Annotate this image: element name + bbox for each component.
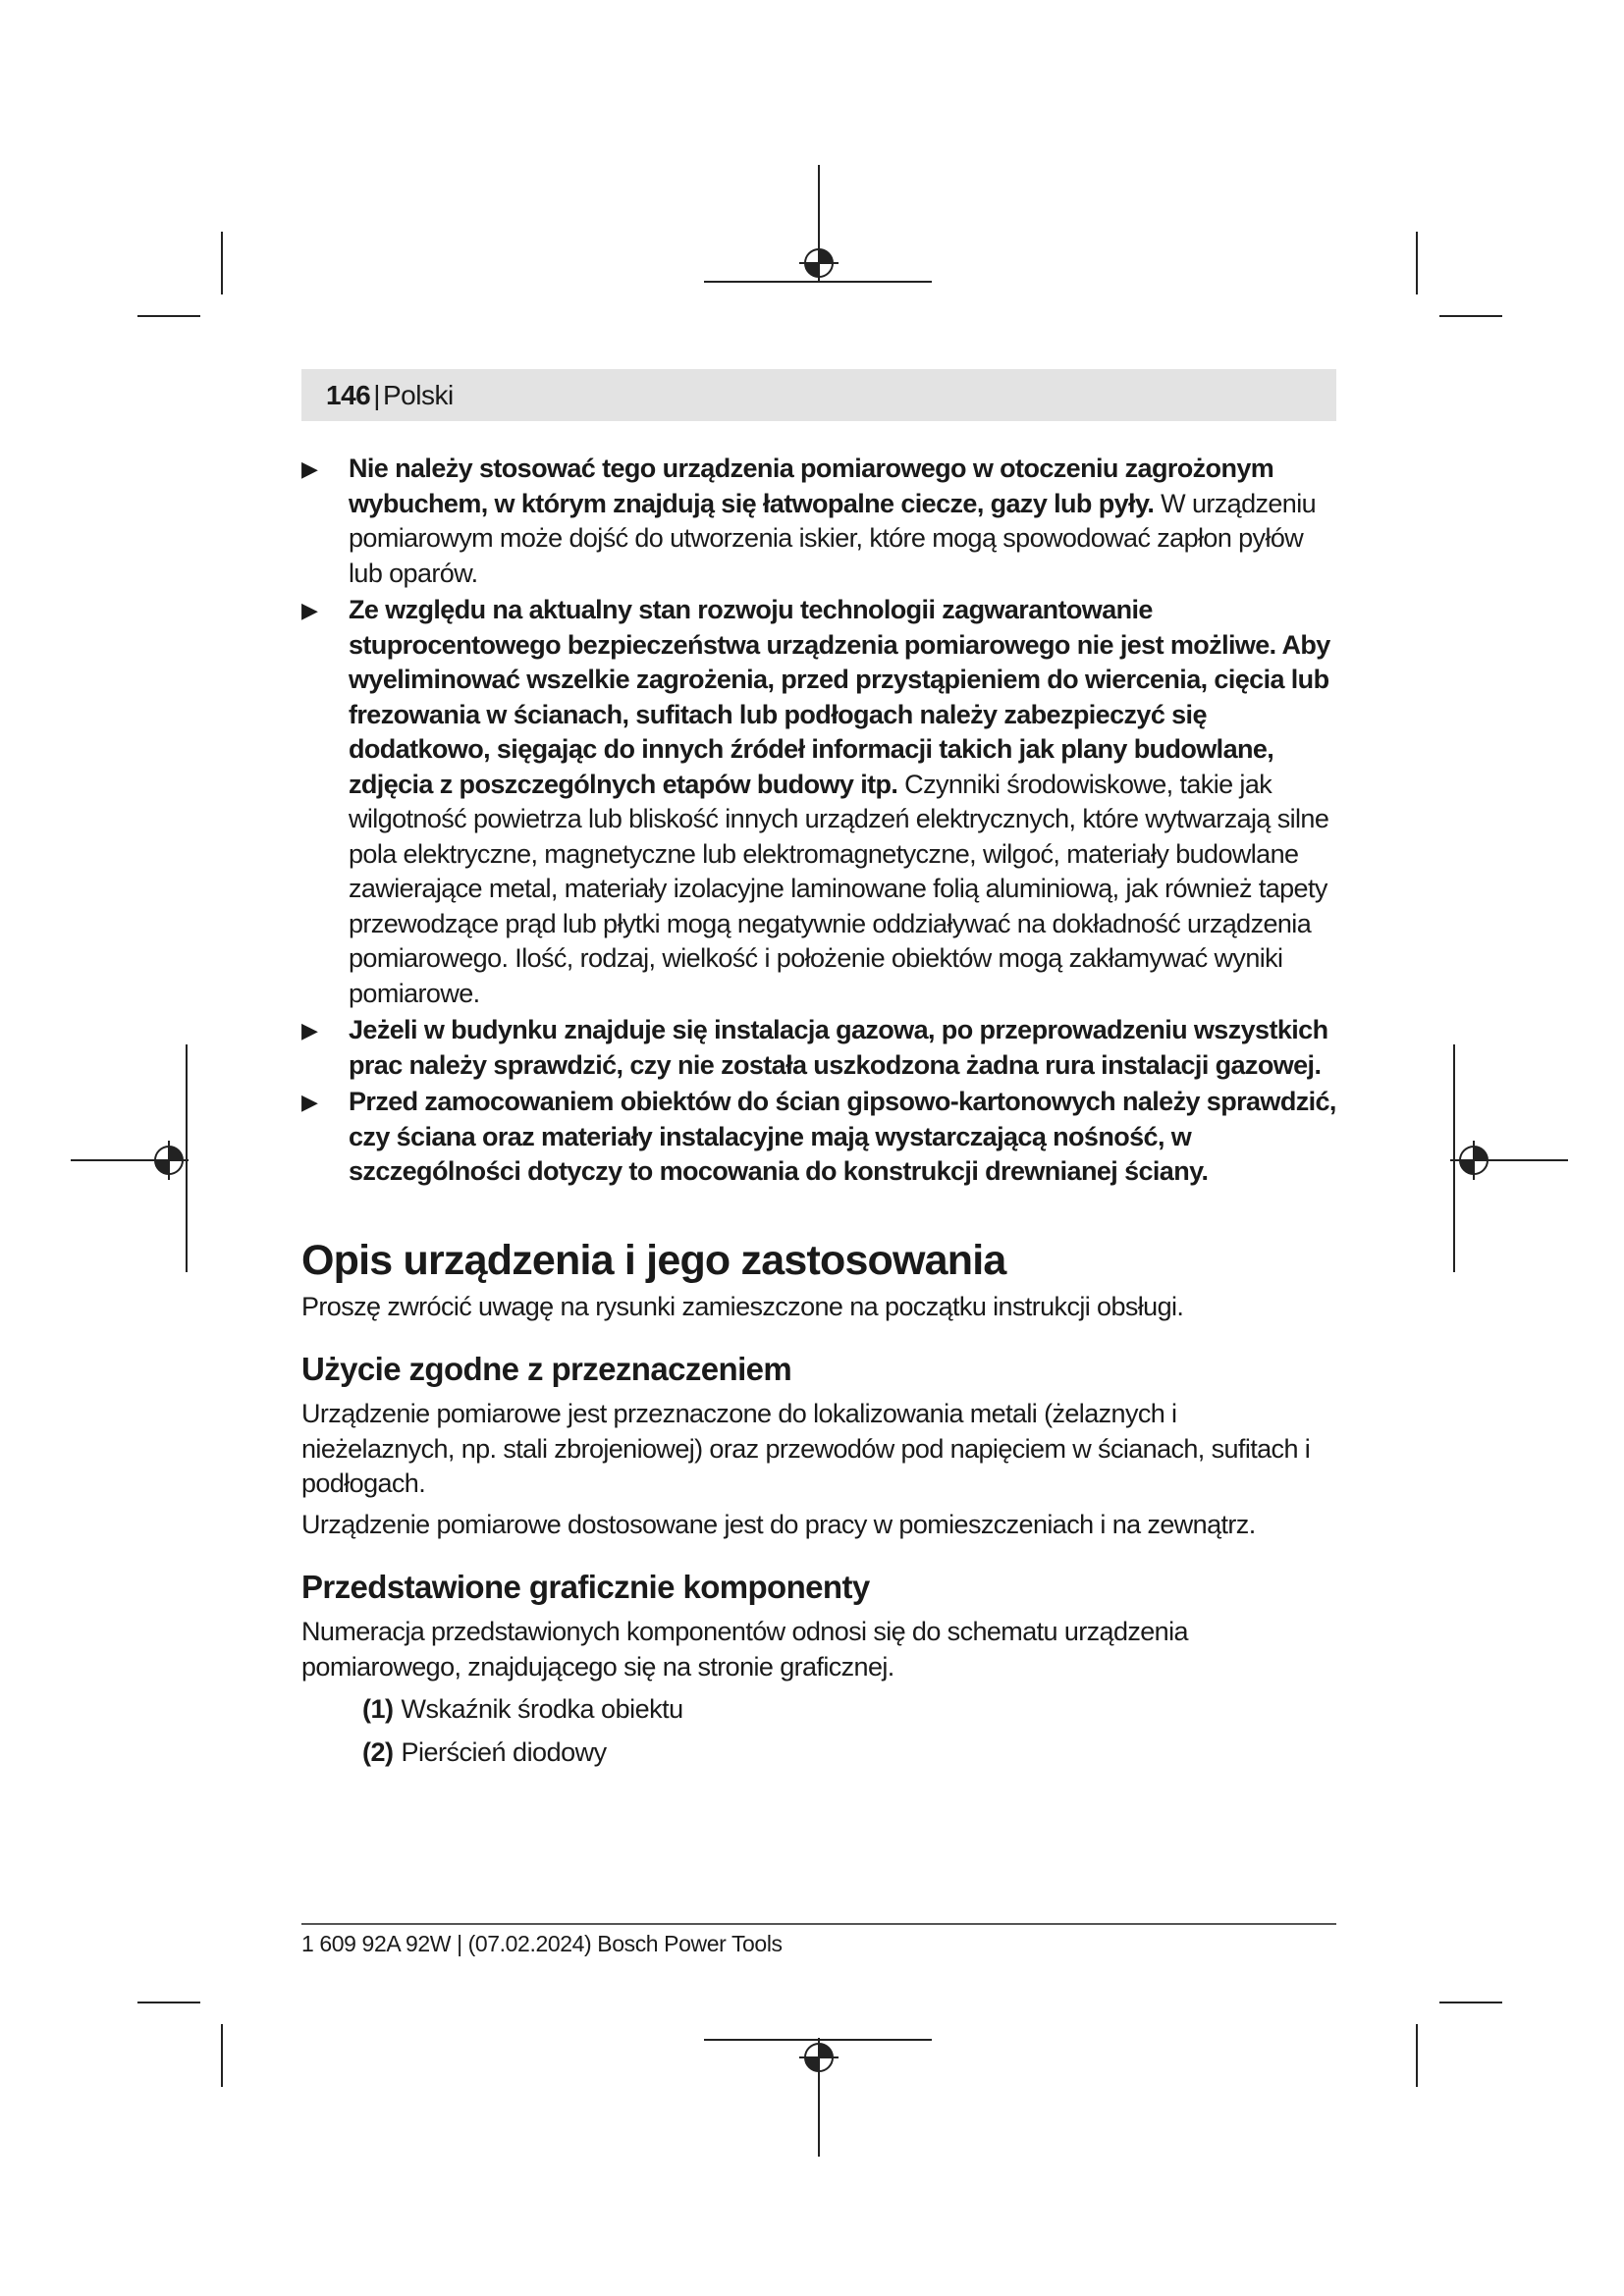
component-number: (1) bbox=[362, 1694, 394, 1724]
bullet-triangle-icon: ▶ bbox=[301, 456, 318, 481]
warning-normal-text: Czynniki środowiskowe, takie jak wilgotność powietrza lub bliskość innych urządzeń elektrycznych, które wytwarzają silne pola elektryczne, magnetyczne lub elektromagnetyczne, wilgoć, materiały budowlane zawierające metal, materiały izolacyjne laminowane folią aluminiową, jak również tapety przewodzące prąd lub płytki mogą negatywnie oddziaływać na dokładność urządzenia pomiarowego. Ilość, rodzaj, wielkość i położenie obiektów mogą zakłamywać wyniki pomiarowe. bbox=[349, 769, 1329, 1008]
section-title: Opis urządzenia i jego zastosowania bbox=[301, 1236, 1006, 1284]
warning-bold-text: Przed zamocowaniem obiektów do ścian gipsowo-kartonowych należy sprawdzić, czy ściana oraz materiały instalacyjne mają wystarczającą nośność, w szczególności dotyczy to mocowania do konstrukcji drewnianej ściany. bbox=[349, 1087, 1336, 1186]
bullet-triangle-icon: ▶ bbox=[301, 598, 318, 622]
safety-warning-2 bbox=[301, 593, 1336, 1011]
safety-warning-3 bbox=[301, 1013, 1336, 1083]
component-item-1 bbox=[301, 1692, 1336, 1728]
warning-bold-text: Jeżeli w budynku znajduje się instalacja gazowa, po przeprowadzeniu wszystkich prac należy sprawdzić, czy nie została uszkodzona żadna rura instalacji gazowej. bbox=[349, 1015, 1328, 1080]
components-heading: Przedstawione graficznie komponenty bbox=[301, 1569, 870, 1605]
crop-mark-top-left-v bbox=[221, 232, 223, 294]
component-number: (2) bbox=[362, 1736, 394, 1767]
registration-target-icon-right bbox=[1454, 1141, 1493, 1180]
page-header bbox=[301, 369, 1336, 421]
registration-target-icon-left bbox=[149, 1141, 189, 1180]
registration-target-icon-bottom bbox=[799, 2038, 839, 2077]
crop-mark-bottom-left-h bbox=[137, 2002, 200, 2003]
warning-bold-text: Ze względu na aktualny stan rozwoju technologii zagwarantowanie stuprocentowego bezpieczeństwa urządzenia pomiarowego nie jest możliwe. Aby wyeliminować wszelkie zagrożenia, przed przystąpieniem do wiercenia, cięcia lub frezowania w ścianach, sufitach lub podłogach należy zabezpieczyć się dodatkowo, sięgając do innych źródeł informacji takich jak plany budowlane, zdjęcia z poszczególnych etapów budowy itp. bbox=[349, 595, 1330, 799]
components-intro: Numeracja przedstawionych komponentów odnosi się do schematu urządzenia pomiarowego, znajdującego się na stronie graficznej. bbox=[301, 1617, 1188, 1682]
component-item-2 bbox=[301, 1735, 1336, 1771]
crop-mark-bottom-right-v bbox=[1416, 2024, 1418, 2087]
intended-use-paragraph-2: Urządzenie pomiarowe dostosowane jest do pracy w pomieszczeniach i na zewnątrz. bbox=[301, 1509, 1256, 1539]
footer-divider bbox=[301, 1923, 1336, 1925]
safety-warning-4 bbox=[301, 1085, 1336, 1190]
section-intro: Proszę zwrócić uwagę na rysunki zamieszczone na początku instrukcji obsługi. bbox=[301, 1291, 1184, 1321]
component-label: Wskaźnik środka obiektu bbox=[401, 1694, 683, 1724]
crop-mark-top-right-v bbox=[1416, 232, 1418, 294]
warning-bold-text: Nie należy stosować tego urządzenia pomiarowego w otoczeniu zagrożonym wybuchem, w którym znajdują się łatwopalne ciecze, gazy lub pyły. bbox=[349, 454, 1274, 518]
page-number: 146 bbox=[326, 380, 371, 410]
crop-mark-bottom-left-v bbox=[221, 2024, 223, 2087]
header-separator: | bbox=[373, 380, 380, 410]
registration-target-icon-top bbox=[799, 243, 839, 283]
crop-mark-top-right-h bbox=[1439, 315, 1502, 317]
safety-warning-1 bbox=[301, 452, 1336, 591]
page-footer: 1 609 92A 92W | (07.02.2024) Bosch Power Tools bbox=[301, 1931, 783, 1956]
bullet-triangle-icon: ▶ bbox=[301, 1090, 318, 1114]
crop-mark-bottom-right-h bbox=[1439, 2002, 1502, 2003]
header-language: Polski bbox=[383, 380, 454, 410]
page-content bbox=[301, 452, 1336, 1770]
intended-use-heading: Użycie zgodne z przeznaczeniem bbox=[301, 1351, 792, 1387]
warning-normal-text: W urządzeniu pomiarowym może dojść do utworzenia iskier, które mogą spowodować zapłon pyłów lub oparów. bbox=[349, 488, 1317, 588]
intended-use-paragraph-1: Urządzenie pomiarowe jest przeznaczone do lokalizowania metali (żelaznych i nieżelaznych, np. stali zbrojeniowej) oraz przewodów pod napięciem w ścianach, sufitach i podłogach. bbox=[301, 1399, 1311, 1498]
bullet-triangle-icon: ▶ bbox=[301, 1018, 318, 1042]
component-label: Pierścień diodowy bbox=[401, 1736, 607, 1767]
crop-mark-top-left-h bbox=[137, 315, 200, 317]
page-header-text bbox=[326, 380, 454, 411]
